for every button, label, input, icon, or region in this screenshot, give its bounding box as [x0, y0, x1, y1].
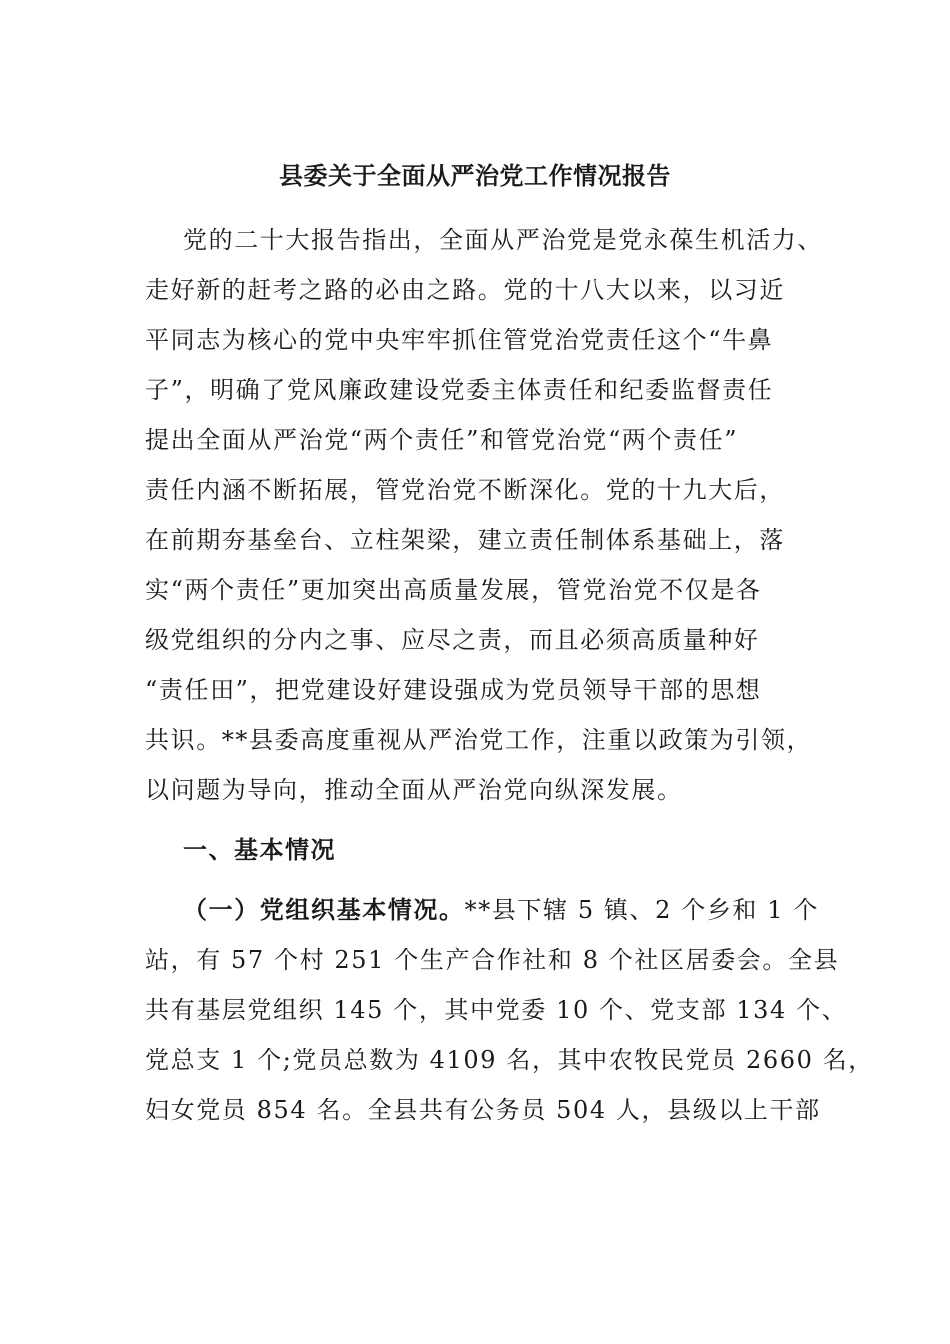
- subsection-first-line: [183, 892, 819, 928]
- paragraph-line: “责任田”，把党建设好建设强成为党员领导干部的思想: [145, 676, 762, 704]
- paragraph-line: 级党组织的分内之事、应尽之责，而且必须高质量种好: [145, 626, 760, 654]
- paragraph-line: 党的二十大报告指出，全面从严治党是党永葆生机活力、: [183, 226, 823, 254]
- paragraph-line: 共有基层党组织 145 个，其中党委 10 个、党支部 134 个、: [145, 996, 848, 1024]
- paragraph-line: 走好新的赶考之路的必由之路。党的十八大以来，以习近: [145, 276, 785, 304]
- paragraph-line: 提出全面从严治党“两个责任”和管党治党“两个责任”: [145, 426, 739, 454]
- paragraph-line: 在前期夯基垒台、立柱架梁，建立责任制体系基础上，落: [145, 526, 785, 554]
- paragraph-line: 子”，明确了党风廉政建设党委主体责任和纪委监督责任: [145, 376, 774, 404]
- paragraph-line: 实“两个责任”更加突出高质量发展，管党治党不仅是各: [145, 576, 762, 604]
- paragraph-line: 党总支 1 个;党员总数为 4109 名，其中农牧民党员 2660 名，: [145, 1046, 874, 1074]
- paragraph-line: 责任内涵不断拓展，管党治党不断深化。党的十九大后，: [145, 476, 785, 504]
- subsection-first-line-text: **县下辖 5 镇、2 个乡和 1 个: [464, 896, 819, 924]
- paragraph-line: 站，有 57 个村 251 个生产合作社和 8 个社区居委会。全县: [145, 946, 840, 974]
- paragraph-line: 以问题为导向，推动全面从严治党向纵深发展。: [145, 776, 683, 804]
- subsection-heading: （一）党组织基本情况。: [183, 895, 465, 924]
- paragraph-line: 共识。**县委高度重视从严治党工作，注重以政策为引领，: [145, 726, 813, 754]
- section-heading: 一、基本情况: [183, 835, 336, 864]
- paragraph-line: 平同志为核心的党中央牢牢抓住管党治党责任这个“牛鼻: [145, 326, 774, 354]
- paragraph-line: 妇女党员 854 名。全县共有公务员 504 人，县级以上干部: [145, 1096, 821, 1124]
- document-title: 县委关于全面从严治党工作情况报告: [279, 161, 671, 190]
